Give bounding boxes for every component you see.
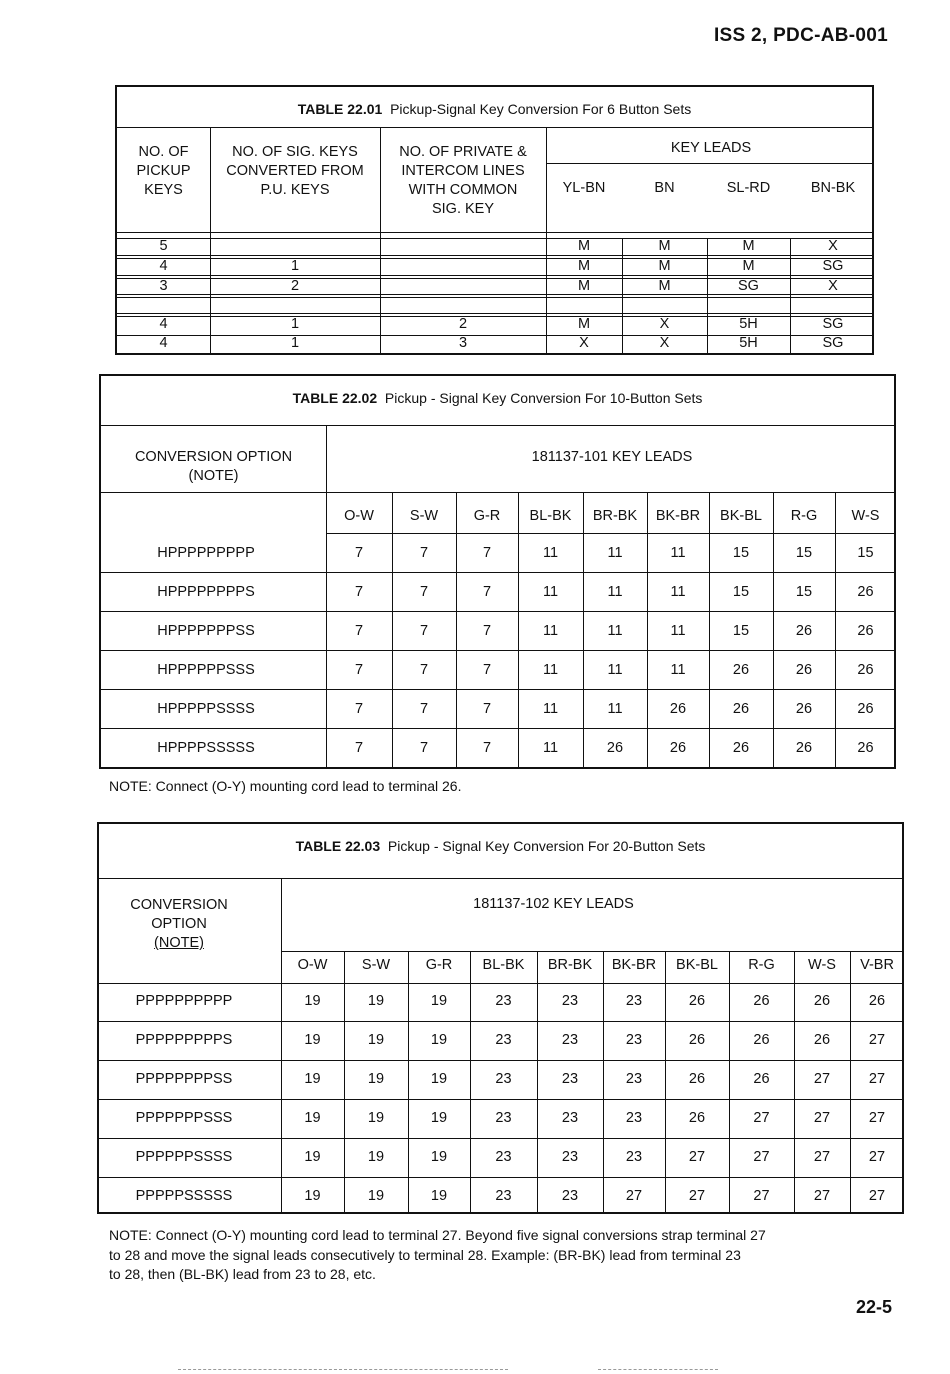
- table-cell: 1: [290, 316, 300, 332]
- table-cell: 27: [868, 1149, 886, 1165]
- table-cell: 26: [753, 993, 770, 1009]
- table-cell: 19: [304, 1188, 321, 1204]
- conversion-option: PPPPPPPSSS: [135, 1110, 233, 1126]
- table-cell: 26: [857, 584, 874, 600]
- table-cell: 26: [688, 1032, 706, 1048]
- table-cell: 23: [495, 1188, 512, 1204]
- table-cell: 11: [607, 584, 623, 600]
- table-cell: 4: [159, 258, 168, 274]
- table-cell: 11: [607, 545, 623, 561]
- table-cell: 2: [458, 316, 468, 332]
- table-cell: 26: [857, 701, 874, 717]
- table-cell: 1: [290, 335, 300, 351]
- header-key-leads: KEY LEADS: [670, 140, 752, 156]
- table-cell: 19: [430, 993, 448, 1009]
- table-cell: 7: [482, 584, 492, 600]
- table-cell: 1: [290, 258, 300, 274]
- table-cell: 26: [813, 1032, 831, 1048]
- table-cell: 11: [542, 545, 559, 561]
- lead-header: R-G: [790, 508, 818, 524]
- table-cell: 26: [857, 662, 874, 678]
- table-cell: 27: [753, 1149, 770, 1165]
- table-cell: 19: [367, 1188, 385, 1204]
- table-cell: 23: [495, 993, 512, 1009]
- table-cell: 7: [482, 662, 492, 678]
- lead-header: YL-BN: [562, 180, 606, 196]
- table-cell: 11: [542, 662, 559, 678]
- table-cell: 15: [857, 545, 874, 561]
- lead-header: BK-BL: [720, 508, 762, 524]
- table-cell: X: [828, 278, 838, 294]
- table-cell: 26: [868, 993, 886, 1009]
- header-key-leads: 181137-102 KEY LEADS: [473, 896, 634, 912]
- conversion-option: HPPPPPPPPS: [157, 584, 255, 600]
- lead-header: G-R: [425, 957, 453, 973]
- table-cell: 26: [732, 701, 750, 717]
- lead-header: R-G: [748, 957, 775, 973]
- lead-header: O-W: [297, 957, 328, 973]
- table-cell: 19: [430, 1110, 448, 1126]
- table-caption: [117, 101, 872, 117]
- table-cell: 26: [753, 1071, 770, 1087]
- table-cell: 11: [670, 662, 686, 678]
- conversion-option: PPPPPPPPPS: [135, 1032, 233, 1048]
- table-cell: 19: [367, 1149, 385, 1165]
- table-cell: 26: [795, 662, 813, 678]
- table-cell: 11: [670, 584, 686, 600]
- table-22-03-note: NOTE: Connect (O-Y) mounting cord lead to terminal 27. Beyond five signal conversions strap terminal 27 to 28 and move the signal leads consecutively to terminal 28. Example: (BR-BK) lead from terminal 23 to 28, then (BL-BK) lead from 23 to 28, etc.: [109, 1227, 766, 1282]
- table-22-03: [97, 822, 904, 1214]
- table-cell: 27: [813, 1110, 831, 1126]
- conversion-option: PPPPPSSSSS: [135, 1188, 233, 1204]
- table-cell: 27: [868, 1071, 886, 1087]
- table-cell: 23: [561, 1110, 579, 1126]
- table-cell: 26: [688, 1110, 706, 1126]
- header-sig-keys-converted: NO. OF SIG. KEYS CONVERTED FROM P.U. KEYS: [226, 144, 364, 198]
- table-cell: 23: [625, 993, 643, 1009]
- page-header: ISS 2, PDC-AB-001: [713, 25, 888, 46]
- conversion-option: HPPPPPPPPP: [157, 545, 255, 561]
- table-cell: 7: [354, 740, 364, 756]
- table-cell: 26: [857, 623, 874, 639]
- table-title: Pickup-Signal Key Conversion For 6 Button Sets: [390, 101, 692, 117]
- table-cell: 3: [159, 278, 168, 294]
- table-cell: 26: [688, 1071, 706, 1087]
- table-cell: 26: [732, 740, 750, 756]
- conversion-option: HPPPPPSSSS: [157, 701, 255, 717]
- table-title: Pickup - Signal Key Conversion For 20-Button Sets: [387, 838, 706, 854]
- table-cell: 26: [795, 701, 813, 717]
- lead-header: BK-BR: [655, 508, 701, 524]
- table-cell: 7: [419, 662, 429, 678]
- lead-header: W-S: [808, 957, 836, 973]
- lead-header: S-W: [361, 957, 391, 973]
- table-cell: 7: [482, 545, 492, 561]
- lead-header: SL-RD: [726, 180, 771, 196]
- table-cell: 7: [419, 584, 429, 600]
- table-cell: 19: [304, 1149, 321, 1165]
- lead-header: BN-BK: [810, 180, 856, 196]
- conversion-option: PPPPPPPPSS: [135, 1071, 233, 1087]
- table-cell: 27: [753, 1110, 770, 1126]
- table-cell: SG: [822, 316, 844, 332]
- table-cell: 27: [688, 1188, 706, 1204]
- table-cell: M: [577, 238, 591, 254]
- table-cell: 15: [795, 584, 813, 600]
- table-cell: 27: [868, 1188, 886, 1204]
- table-cell: 7: [419, 545, 429, 561]
- table-cell: M: [577, 278, 591, 294]
- table-cell: 7: [419, 701, 429, 717]
- table-cell: 5: [159, 238, 168, 254]
- table-title: Pickup - Signal Key Conversion For 10-Button Sets: [384, 390, 703, 406]
- table-cell: 27: [688, 1149, 706, 1165]
- table-cell: 11: [542, 740, 559, 756]
- table-label: TABLE 22.01: [297, 101, 383, 117]
- table-cell: M: [577, 316, 591, 332]
- table-cell: 4: [159, 335, 168, 351]
- table-cell: 27: [813, 1188, 831, 1204]
- table-cell: 19: [304, 1032, 321, 1048]
- table-22-02-note: NOTE: Connect (O-Y) mounting cord lead to terminal 26.: [109, 778, 462, 794]
- table-cell: 7: [354, 584, 364, 600]
- table-cell: 19: [430, 1071, 448, 1087]
- table-cell: 23: [561, 1032, 579, 1048]
- table-cell: 26: [795, 740, 813, 756]
- conversion-option: HPPPPPPPSS: [157, 623, 255, 639]
- table-cell: 5H: [739, 335, 758, 351]
- table-cell: 26: [753, 1032, 770, 1048]
- table-caption: [101, 390, 894, 406]
- table-cell: 26: [606, 740, 624, 756]
- table-cell: 4: [159, 316, 168, 332]
- table-cell: 26: [688, 993, 706, 1009]
- header-conversion-option: CONVERSION OPTION (NOTE): [130, 897, 228, 951]
- lead-header: BR-BK: [592, 508, 638, 524]
- header-key-leads: 181137-101 KEY LEADS: [531, 449, 693, 465]
- table-cell: 27: [813, 1149, 831, 1165]
- table-caption: [99, 838, 902, 854]
- table-cell: 27: [868, 1032, 886, 1048]
- table-cell: 26: [795, 623, 813, 639]
- table-cell: 15: [732, 623, 750, 639]
- table-cell: 26: [732, 662, 750, 678]
- table-cell: SG: [822, 335, 844, 351]
- table-cell: 26: [857, 740, 874, 756]
- table-cell: 19: [367, 1032, 385, 1048]
- conversion-option: PPPPPPSSSS: [135, 1149, 233, 1165]
- table-cell: 11: [542, 623, 559, 639]
- table-cell: M: [742, 258, 755, 274]
- table-cell: M: [658, 278, 671, 294]
- table-cell: X: [579, 335, 589, 351]
- header-conversion-option: CONVERSION OPTION (NOTE): [134, 449, 293, 484]
- header-pickup-keys: NO. OF PICKUP KEYS: [136, 144, 191, 198]
- table-cell: 7: [482, 623, 492, 639]
- table-cell: 23: [561, 1188, 579, 1204]
- table-cell: 11: [542, 584, 559, 600]
- lead-header: S-W: [409, 508, 439, 524]
- conversion-option: HPPPPSSSSS: [157, 740, 255, 756]
- table-cell: 7: [419, 623, 429, 639]
- lead-header: BL-BK: [529, 508, 572, 524]
- table-cell: 7: [354, 623, 364, 639]
- table-cell: 23: [495, 1071, 512, 1087]
- lead-header: W-S: [851, 508, 880, 524]
- table-cell: 11: [670, 623, 686, 639]
- table-22-01: [115, 85, 874, 355]
- table-cell: 19: [367, 1110, 385, 1126]
- table-cell: SG: [738, 278, 759, 294]
- table-cell: 19: [430, 1149, 448, 1165]
- table-cell: 23: [561, 993, 579, 1009]
- table-cell: 26: [669, 701, 687, 717]
- lead-header: BK-BL: [676, 957, 718, 973]
- table-cell: 27: [625, 1188, 643, 1204]
- table-cell: 7: [354, 545, 364, 561]
- table-cell: 15: [732, 545, 750, 561]
- table-cell: 23: [495, 1110, 512, 1126]
- table-cell: M: [658, 238, 671, 254]
- page-number: 22-5: [855, 1297, 892, 1317]
- table-cell: 11: [607, 701, 623, 717]
- table-cell: 23: [495, 1149, 512, 1165]
- lead-header: G-R: [473, 508, 501, 524]
- conversion-option: HPPPPPPSSS: [157, 662, 255, 678]
- table-cell: 7: [482, 740, 492, 756]
- table-cell: 23: [561, 1149, 579, 1165]
- table-cell: X: [659, 316, 670, 332]
- table-cell: 23: [495, 1032, 512, 1048]
- table-cell: 15: [732, 584, 750, 600]
- table-cell: M: [577, 258, 591, 274]
- table-cell: 2: [290, 278, 300, 294]
- conversion-option: PPPPPPPPPP: [135, 993, 233, 1009]
- table-cell: 26: [813, 993, 831, 1009]
- table-cell: 19: [304, 993, 321, 1009]
- table-cell: M: [658, 258, 671, 274]
- table-cell: 11: [607, 662, 623, 678]
- table-cell: 19: [367, 1071, 385, 1087]
- table-cell: X: [659, 335, 670, 351]
- table-cell: 19: [304, 1071, 321, 1087]
- table-cell: 15: [795, 545, 813, 561]
- table-cell: 27: [813, 1071, 831, 1087]
- table-cell: 7: [354, 662, 364, 678]
- table-cell: 11: [607, 623, 623, 639]
- lead-header: O-W: [344, 508, 374, 524]
- table-cell: 23: [561, 1071, 579, 1087]
- table-label: TABLE 22.03: [295, 838, 381, 854]
- table-cell: 5H: [739, 316, 758, 332]
- table-label: TABLE 22.02: [292, 390, 378, 406]
- table-cell: 26: [669, 740, 687, 756]
- table-cell: 11: [542, 701, 559, 717]
- table-cell: 23: [625, 1071, 643, 1087]
- table-cell: 7: [354, 701, 364, 717]
- table-cell: 27: [868, 1110, 886, 1126]
- table-cell: M: [742, 238, 755, 254]
- table-cell: SG: [822, 258, 844, 274]
- lead-header: BR-BK: [547, 957, 593, 973]
- table-cell: 19: [304, 1110, 321, 1126]
- header-private-intercom-lines: NO. OF PRIVATE & INTERCOM LINES WITH COMMON SIG. KEY: [399, 144, 527, 217]
- table-cell: 19: [430, 1032, 448, 1048]
- table-cell: 7: [482, 701, 492, 717]
- table-22-02: [99, 374, 896, 769]
- lead-header: BL-BK: [482, 957, 525, 973]
- table-cell: 11: [670, 545, 686, 561]
- table-cell: X: [828, 238, 838, 254]
- table-cell: 7: [419, 740, 429, 756]
- table-cell: 23: [625, 1149, 643, 1165]
- table-cell: 19: [430, 1188, 448, 1204]
- lead-header: V-BR: [860, 957, 894, 973]
- table-cell: 23: [625, 1110, 643, 1126]
- table-cell: 27: [753, 1188, 770, 1204]
- table-cell: 3: [458, 335, 468, 351]
- lead-header: BK-BR: [611, 957, 657, 973]
- table-cell: 19: [367, 993, 385, 1009]
- lead-header: BN: [654, 180, 675, 196]
- table-cell: 23: [625, 1032, 643, 1048]
